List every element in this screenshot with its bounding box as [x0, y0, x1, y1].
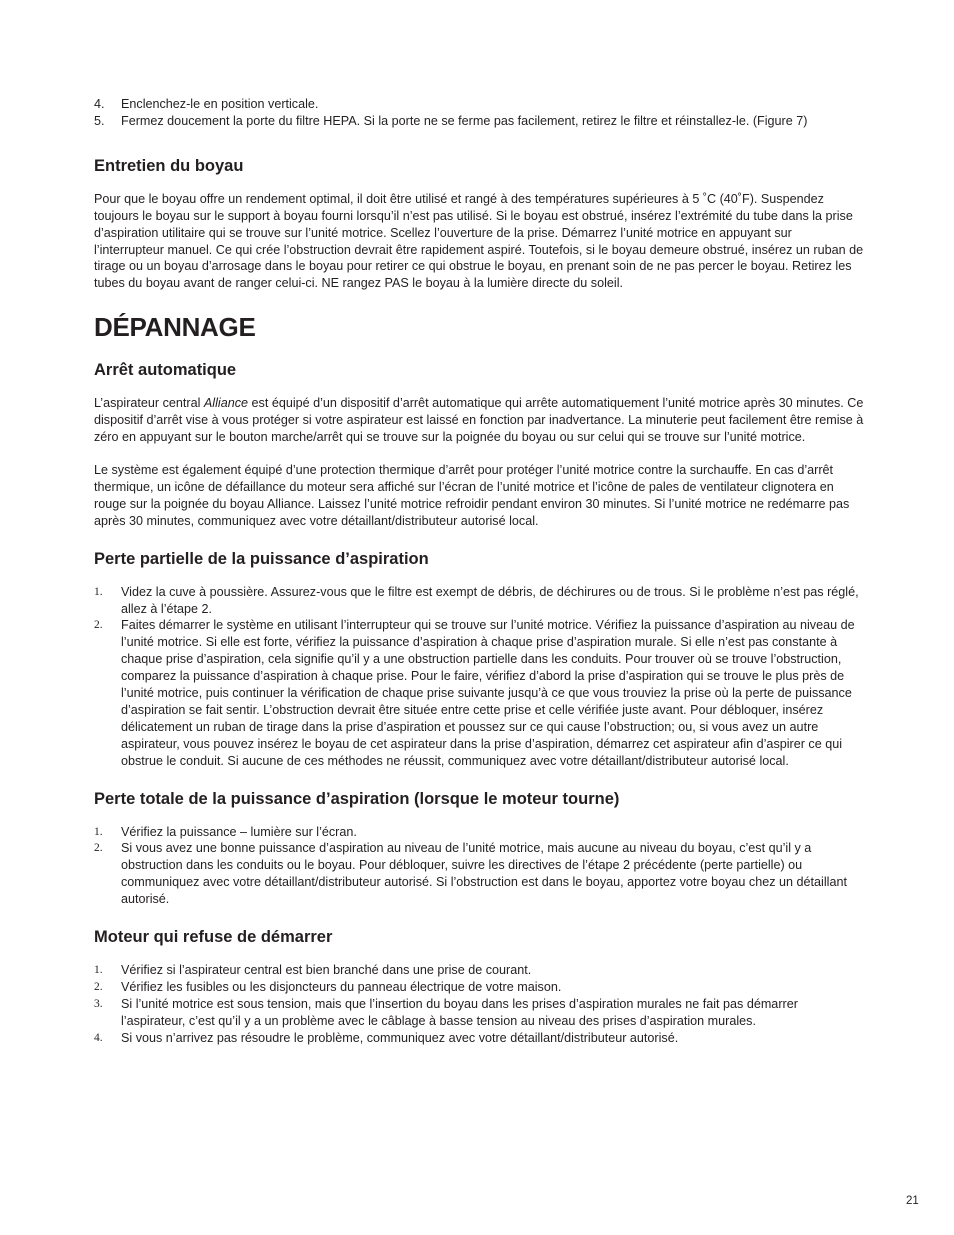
list-text: Si vous n’arrivez pas résoudre le problème, communiquez avec votre détaillant/distributeur autorisé.: [121, 1030, 679, 1045]
text-run: L’aspirateur central: [94, 396, 204, 411]
auto-stop-heading: Arrêt automatique: [94, 361, 237, 380]
document-page: [94, 96, 864, 1047]
list-number: 1.: [94, 964, 103, 977]
total-loss-heading: Perte totale de la puissance d’aspiration (lorsque le moteur tourne): [94, 789, 620, 808]
list-number: 3.: [94, 997, 103, 1010]
list-text: Si l’unité motrice est sous tension, mais que l’insertion du boyau dans les prises d’aspiration murales ne fait pas démarrer l’aspirateur, c’est qu’il y a un problème avec le câblage à basse tension au niveau des prises d’aspiration murales.: [121, 996, 798, 1028]
top-steps-list: [94, 96, 864, 130]
list-number: 1.: [94, 825, 103, 838]
page-number: 21: [906, 1195, 919, 1207]
list-text: Fermez doucement la porte du filtre HEPA. Si la porte ne se ferme pas facilement, retirez le filtre et réinstallez-le. (Figure 7): [121, 113, 808, 128]
list-number: 4.: [94, 1031, 103, 1044]
hose-care-paragraph: Pour que le boyau offre un rendement optimal, il doit être utilisé et rangé à des températures supérieures à 5 ˚C (40˚F). Suspendez toujours le boyau sur le support à boyau fourni lorsqu’il n’est pas utilisé. Si le boyau est obstrué, insérez l’extrémité du tube dans la prise d’aspiration utilitaire qui se trouve sur l’unité motrice. Scellez l’ouverture de la prise. Démarrez l’unité motrice en appuyant sur l’interrupteur manuel. Ce qui crée l’obstruction devrait être rapidement aspiré. Toutefois, si le boyau demeure obstrué, insérez un ruban de tirage ou un boyau d’arrosage dans le boyau pour retirer ce qui obstrue le boyau, en prenant soin de ne pas percer le boyau. Retirez les tubes du boyau avant de ranger celui-ci. NE rangez PAS le boyau à la lumière directe du soleil.: [94, 191, 864, 291]
list-number: 2.: [94, 619, 103, 632]
list-item: [94, 1030, 864, 1047]
list-text: Videz la cuve à poussière. Assurez-vous que le filtre est exempt de débris, de déchirures ou de trous. Si le problème n’est pas réglé, allez à l’étape 2.: [121, 584, 859, 616]
list-text: Si vous avez une bonne puissance d’aspiration au niveau de l’unité motrice, mais aucune au niveau du boyau, c’est qu’il y a obstruction dans les conduits ou le boyau. Pour débloquer, suivre les directives de l’étape 2 précédente (perte partielle) ou communiquez avec votre détaillant/distributeur autorisé. Si l’obstruction est dans le boyau, apportez votre boyau chez un détaillant autorisé.: [121, 841, 847, 907]
list-text: Enclenchez-le en position verticale.: [121, 97, 319, 111]
list-number: 4.: [94, 97, 105, 111]
list-item: [94, 840, 864, 908]
list-item: [94, 962, 864, 979]
list-item: [94, 979, 864, 996]
troubleshooting-title: DÉPANNAGE: [94, 312, 256, 343]
list-item: [94, 584, 864, 618]
motor-wont-start-list: [94, 962, 864, 1047]
text-run: est équipé d’un dispositif d’arrêt automatique qui arrête automatiquement l’unité motrice après 30 minutes. Ce dispositif d’arrêt vise à vous protéger si votre aspirateur est laissé en fonction par inadvertance. La minuterie peut facilement être remise à zéro en appuyant sur le bouton marche/arrêt qui se trouve sur la poignée du boyau ou sur celui qui se trouve sur l’unité motrice.: [94, 396, 864, 445]
auto-stop-paragraph-2: Le système est également équipé d’une protection thermique d’arrêt pour protéger l’unité motrice contre la surchauffe. En cas d’arrêt thermique, un icône de défaillance du moteur sera affiché sur l’écran de l’unité motrice et l’icône de pales de ventilateur clignotera en rouge sur la poignée du boyau Alliance. Laissez l’unité motrice refroidir pendant environ 30 minutes. Si l’unité motrice ne redémarre pas après 30 minutes, communiquez avec votre détaillant/distributeur autorisé local.: [94, 462, 850, 528]
list-number: 2.: [94, 842, 103, 855]
brand-name: Alliance: [203, 396, 249, 411]
list-number: 1.: [94, 585, 103, 598]
list-item: [94, 617, 864, 769]
list-number: 5.: [94, 113, 105, 128]
list-item: [94, 96, 864, 113]
hose-care-heading: Entretien du boyau: [94, 156, 244, 175]
auto-stop-paragraph-1: [94, 395, 864, 446]
motor-wont-start-heading: Moteur qui refuse de démarrer: [94, 928, 333, 947]
list-text: Vérifiez la puissance – lumière sur l’écran.: [121, 824, 357, 839]
list-item: [94, 824, 864, 841]
list-item: [94, 113, 864, 130]
list-text: Vérifiez si l’aspirateur central est bien branché dans une prise de courant.: [121, 963, 532, 978]
partial-loss-heading: Perte partielle de la puissance d’aspiration: [94, 549, 429, 568]
list-item: [94, 996, 864, 1030]
partial-loss-list: [94, 584, 864, 770]
list-text: Vérifiez les fusibles ou les disjoncteurs du panneau électrique de votre maison.: [121, 980, 562, 994]
total-loss-list: [94, 824, 864, 909]
list-text: Faites démarrer le système en utilisant l’interrupteur qui se trouve sur l’unité motrice. Vérifiez la puissance d’aspiration au niveau de l’unité motrice. Si elle est forte, vérifiez la puissance d’aspiration à chaque prise d’aspiration murale. Si elle n’est pas constante à chaque prise d’aspiration, cela signifie qu’il y a une obstruction partielle dans les conduits. Pour trouver où se trouve l’obstruction, comparez la puissance d’aspiration à chaque prise. Pour le faire, vérifiez d’abord la prise d’aspiration qui se trouve le plus près de l’unité motrice, puis continuer la vérification de chaque prise suivante jusqu’à ce que vous trouviez la prise où la perte de puissance d’aspiration se fait sentir. L’obstruction devrait être située entre cette prise et celle vérifiée juste avant. Pour débloquer, insérez délicatement un ruban de tirage dans la prise d’aspiration et poussez sur ce qui cause l’obstruction; ou, si vous avez un autre aspirateur, vous pouvez insérez le boyau de cet aspirateur dans la prise d’aspiration, démarrez cet aspirateur afin d’aspirer ce qui obstrue le conduit. Si aucune de ces méthodes ne réussit, communiquez avec votre détaillant/distributeur autorisé local.: [121, 618, 855, 768]
list-number: 2.: [94, 981, 103, 993]
